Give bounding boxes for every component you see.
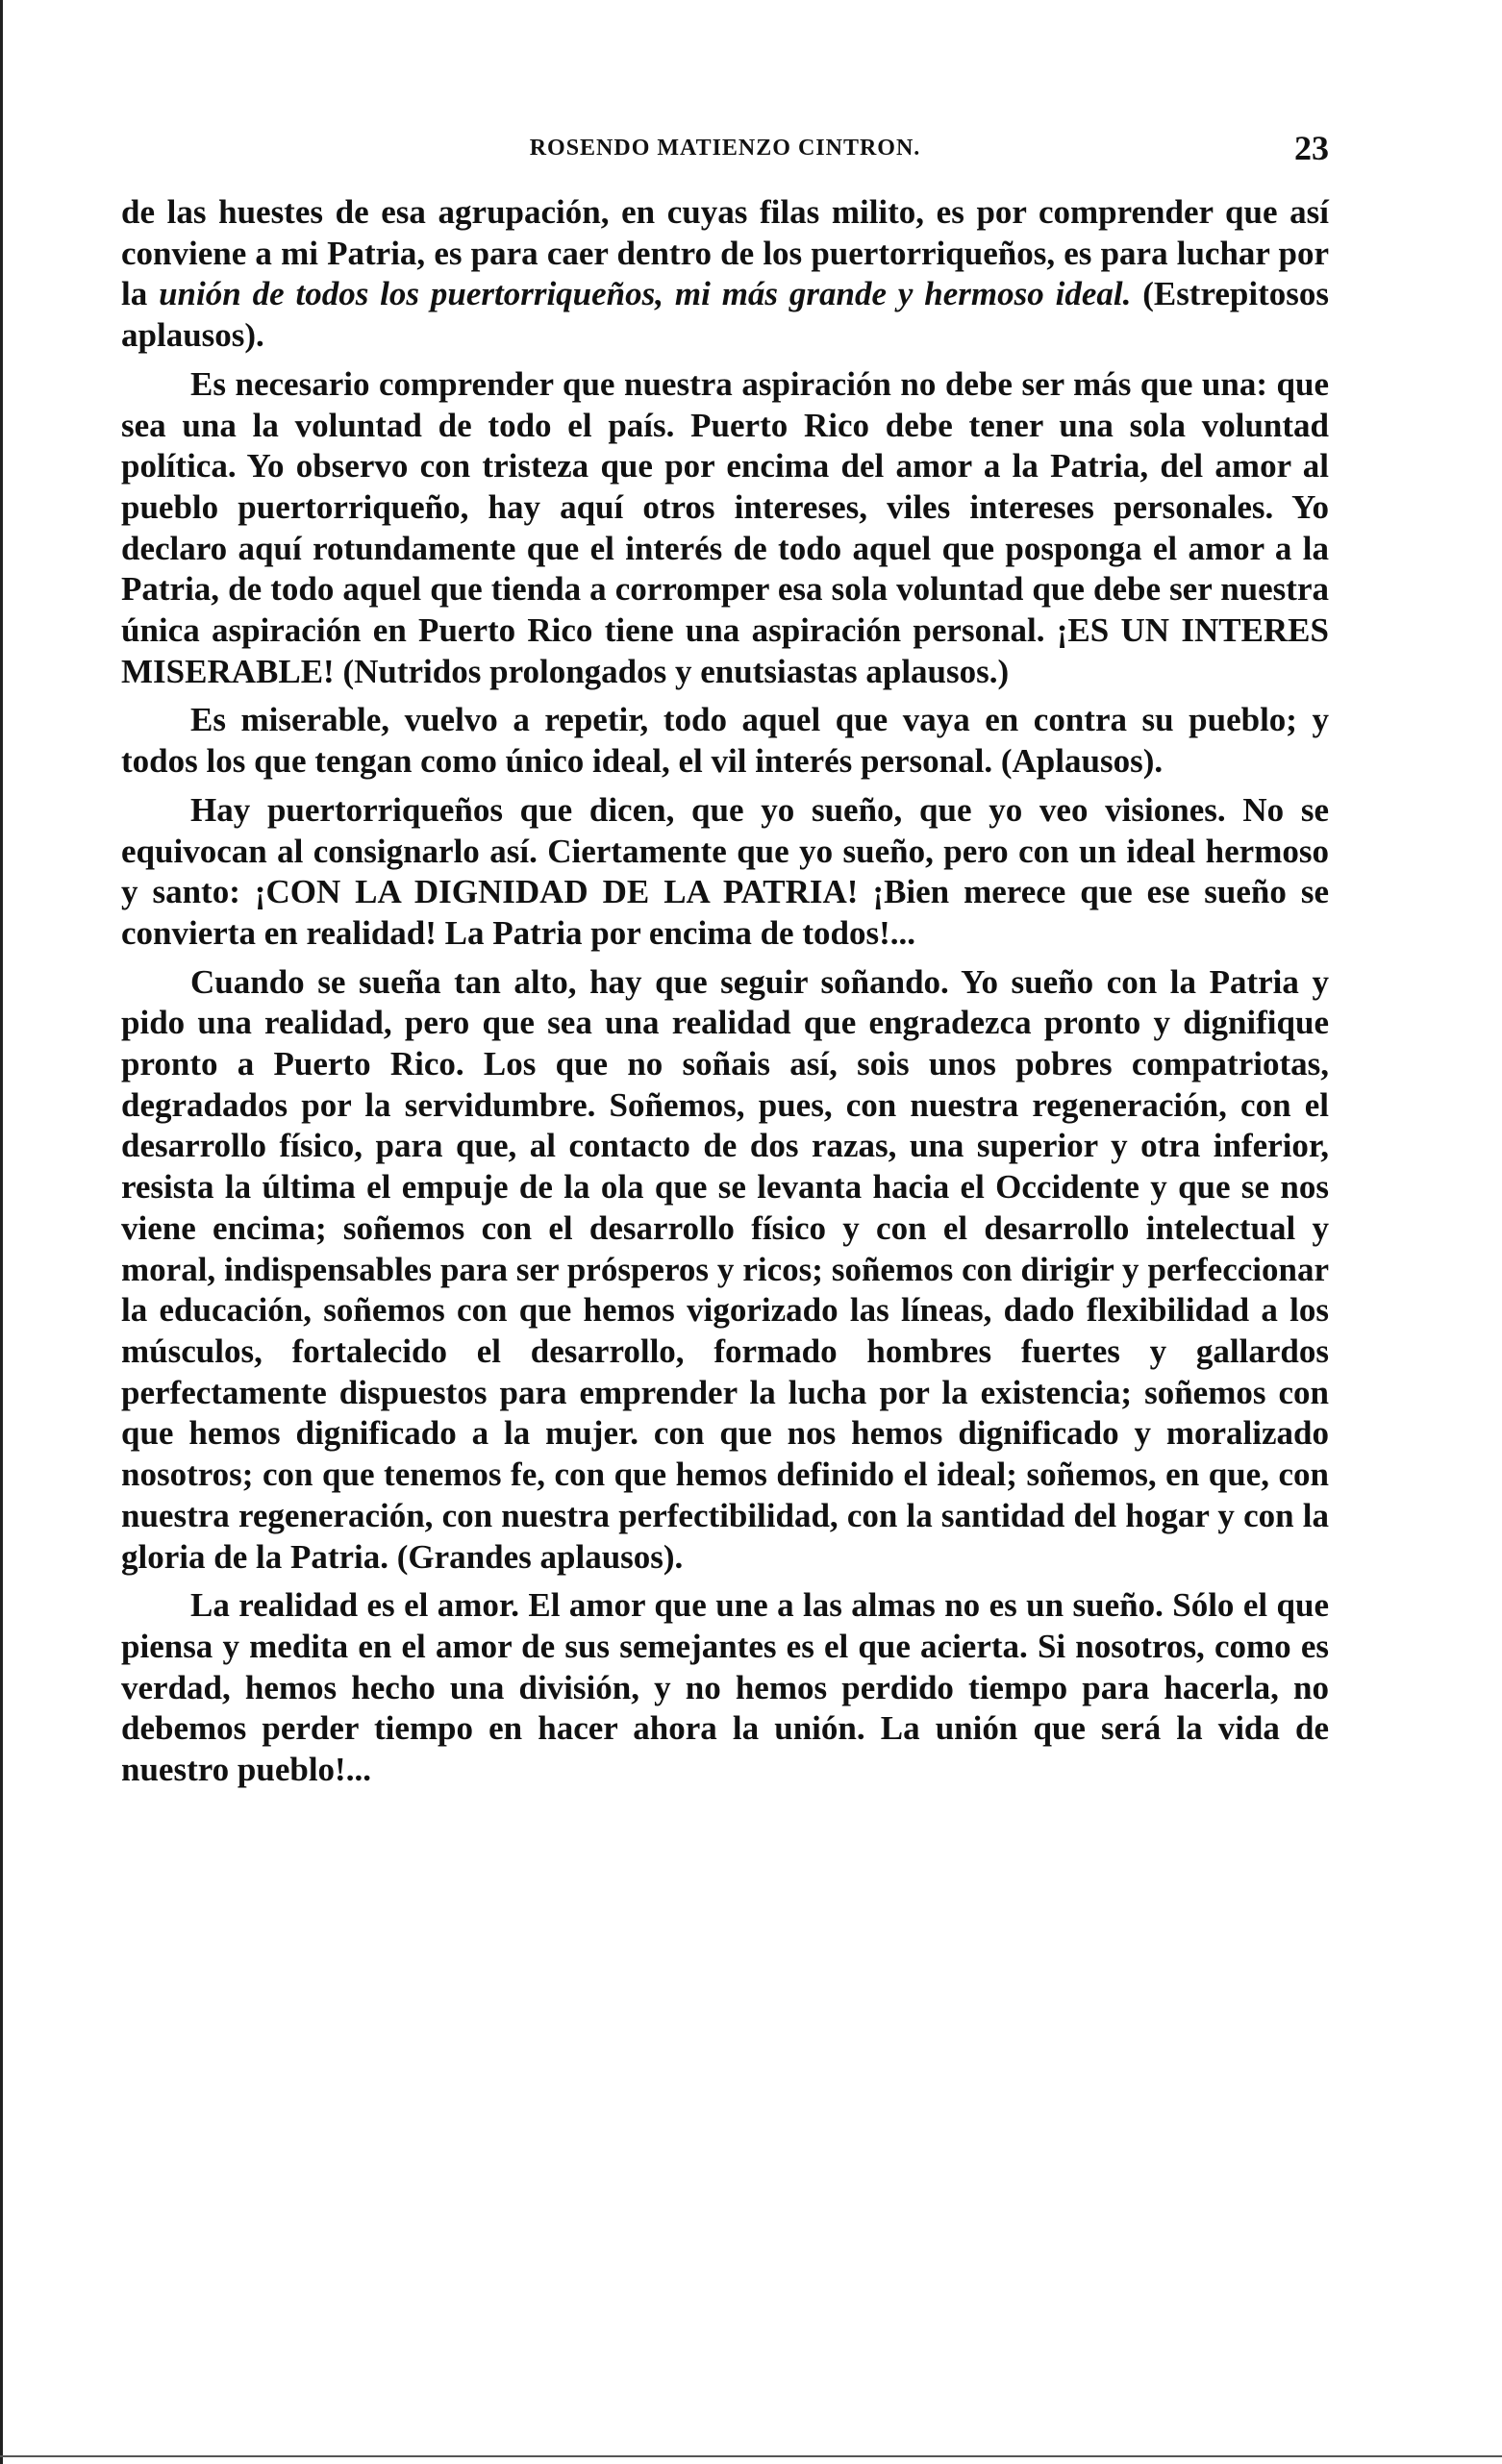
body-text — [121, 192, 1329, 1791]
scan-edge-left — [0, 0, 3, 2464]
paragraph-1 — [121, 192, 1329, 357]
paragraph-5: Cuando se sueña tan alto, hay que seguir soñando. Yo sueño con la Patria y pido una realidad, pero que sea una realidad que engradezca pronto y dignifique pronto a Puerto Rico. Los que no soñais así, sois unos pobres compatriotas, degradados por la servidumbre. Soñemos, pues, con nuestra regeneración, con el desarrollo físico, para que, al contacto de dos razas, una superior y otra inferior, resista la última el empuje de la ola que se levanta hacia el Occidente y que se nos viene encima; soñemos con el desarrollo físico y con el desarrollo intelectual y moral, indispensables para ser prósperos y ricos; soñemos con dirigir y perfeccionar la educación, soñemos con que hemos vigorizado las líneas, dado flexibilidad a los músculos, fortalecido el desarrollo, formado hombres fuertes y gallardos perfectamente dispuestos para emprender la lucha por la existencia; soñemos con que hemos dignificado a la mujer. con que nos hemos dignificado y moralizado nosotros; con que tenemos fe, con que hemos definido el ideal; soñemos, en que, con nuestra regeneración, con nuestra perfectibilidad, con la santidad del hogar y con la gloria de la Patria. (Grandes aplausos). — [121, 962, 1329, 1576]
paragraph-2: Es necesario comprender que nuestra aspiración no debe ser más que una: que sea una la voluntad de todo el país. Puerto Rico debe tener una sola voluntad política. Yo observo con tristeza que por encima del amor a la Patria, del amor al pueblo puertorriqueño, hay aquí otros intereses, viles intereses personales. Yo declaro aquí rotundamente que el interés de todo aquel que posponga el amor a la Patria, de todo aquel que tienda a corromper esa sola voluntad que debe ser nuestra única aspiración en Puerto Rico tiene una aspiración personal. ¡ES UN INTERES MISERABLE! (Nutridos prolongados y enutsiastas aplausos.) — [121, 364, 1329, 690]
paragraph-6: La realidad es el amor. El amor que une a las almas no es un sueño. Sólo el que piensa y medita en el amor de sus semejantes es el que acierta. Si nosotros, como es verdad, hemos hecho una división, y no hemos perdido tiempo para hacerla, no debemos perder tiempo en hacer ahora la unión. La unión que será la vida de nuestro pueblo!... — [121, 1586, 1329, 1789]
paragraph-4: Hay puertorriqueños que dicen, que yo sueño, que yo veo visiones. No se equivocan al consignarlo así. Ciertamente que yo sueño, pero con un ideal hermoso y santo: ¡CON LA DIGNIDAD DE LA PATRIA! ¡Bien merece que ese sueño se convierta en realidad! La Patria por encima de todos!... — [121, 790, 1329, 952]
page-header — [121, 128, 1329, 176]
page-number: 23 — [1294, 129, 1329, 167]
paragraph-1-text: de las huestes de esa agrupación, en cuyas filas milito, es por comprender que así conviene a mi Patria, es para caer dentro de los puertorriqueños, es para luchar por la — [121, 193, 1329, 313]
paragraph-3: Es miserable, vuelvo a repetir, todo aquel que vaya en contra su pueblo; y todos los que tengan como único ideal, el vil interés personal. (Aplausos). — [121, 701, 1329, 781]
paragraph-1-italic-text: unión de todos los puertorriqueños, mi más grande y hermoso ideal. — [159, 275, 1132, 313]
scan-edge-bottom — [0, 2455, 1502, 2457]
running-head: ROSENDO MATIENZO CINTRON. — [529, 136, 921, 161]
paragraph-1-text-end: (Estrepitosos aplausos). — [121, 275, 1329, 355]
